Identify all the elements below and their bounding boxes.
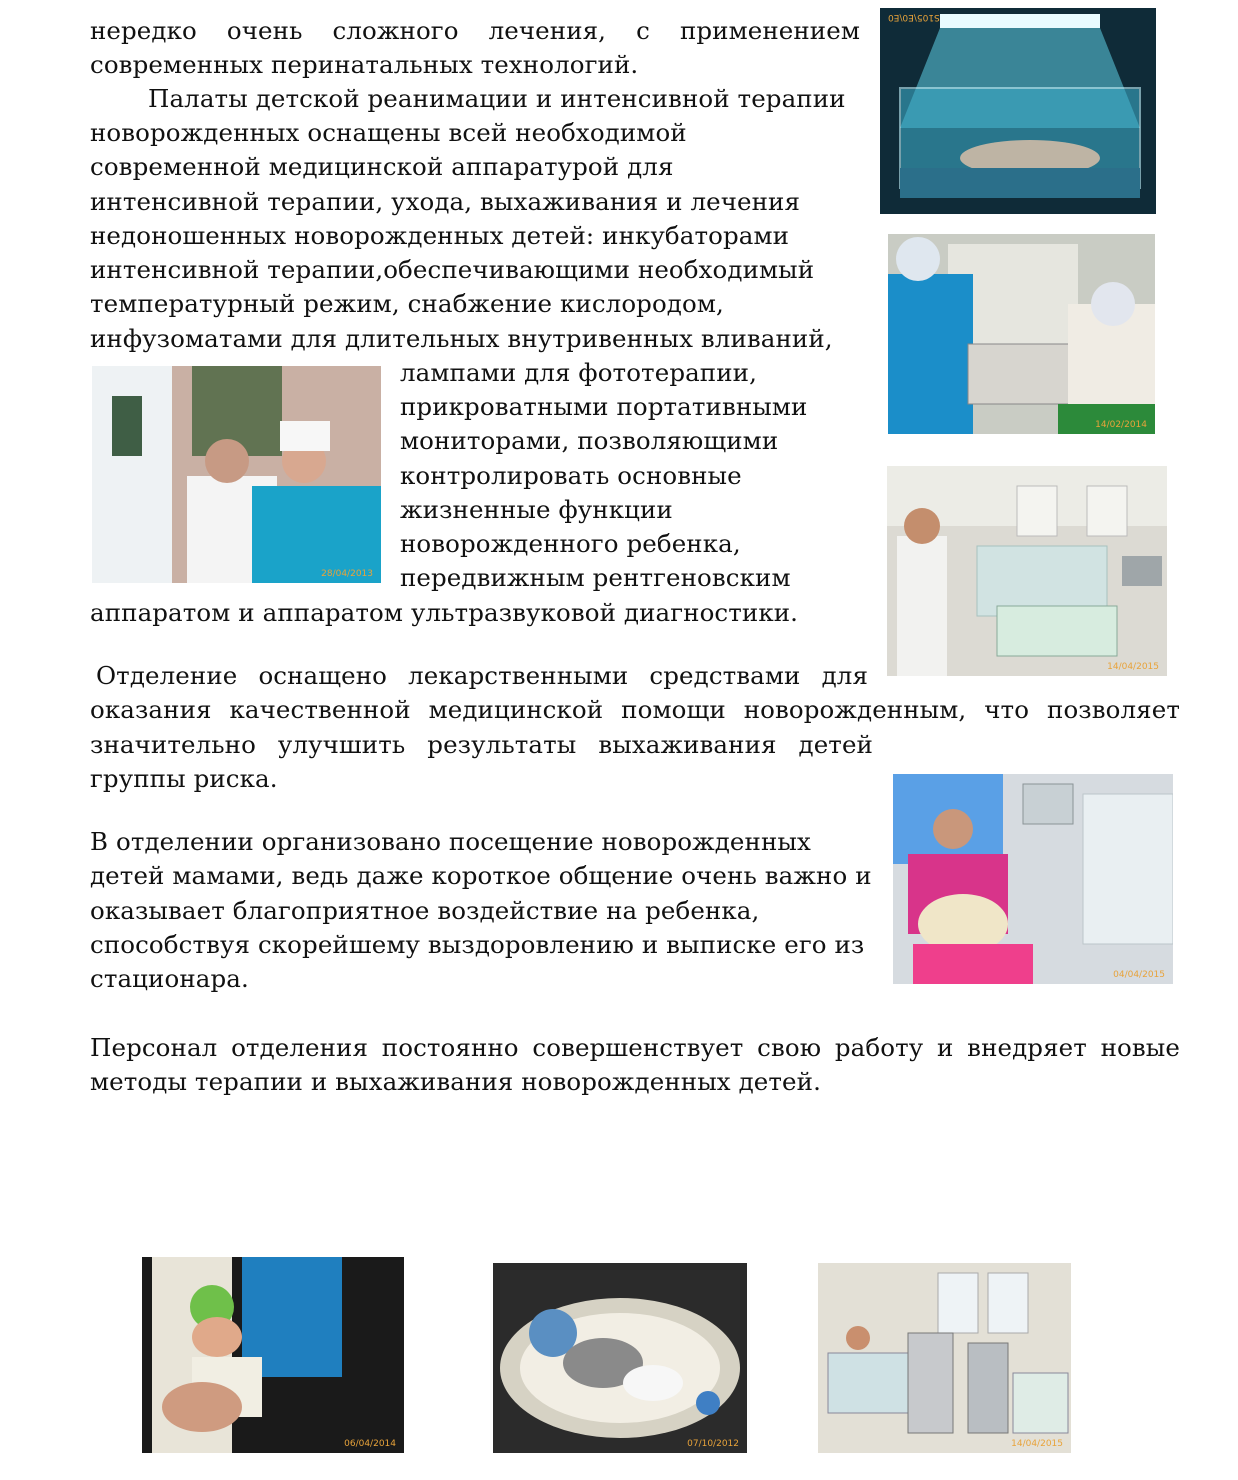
text-line: аппаратом и аппаратом ультразвуковой диагностики. [90,598,799,627]
text-line: оказывает благоприятное воздействие на ребенка, [90,896,760,925]
text-line: значительно улучшить результаты выхаживания детей [90,730,873,759]
text-line: детей мамами, ведь даже короткое общение очень важно и [90,861,872,890]
text-line: недоношенных новорожденных детей: инкубаторами [90,221,790,250]
photo-date-stamp: S105\E0\E0 [888,12,940,22]
text-line: нередко очень сложного лечения, с применением [90,16,860,45]
photo-baby-held [142,1257,404,1453]
text-line: контролировать основные [400,461,742,490]
text-line: оказания качественной медицинской помощи новорожденным, что позволяет [90,695,1180,724]
text-line: инфузоматами для длительных внутривенных вливаний, [90,324,833,353]
text-line: способствуя скорейшему выздоровлению и выписке его из [90,930,865,959]
text-line: В отделении организовано посещение новорожденных [90,827,811,856]
photo-nurses-incubator [888,234,1155,434]
text-line: Персонал отделения постоянно совершенствует свою работу и внедряет новые [90,1033,1180,1062]
text-line: лампами для фототерапии, [400,358,757,387]
photo-mother-baby [893,774,1173,984]
photo-date-stamp: 14/04/2015 [1107,662,1159,672]
photo-incubator-lamp [880,8,1156,214]
text-line: современной медицинской аппаратурой для [90,152,674,181]
text-line: стационара. [90,964,249,993]
photo-date-stamp: 14/02/2014 [1095,420,1147,430]
text-line: новорожденного ребенка, [400,529,741,558]
photo-date-stamp: 07/10/2012 [687,1439,739,1449]
text-line: передвижным рентгеновским [400,563,791,592]
photo-doctors-xray [92,366,381,583]
text-line: методы терапии и выхаживания новорожденных детей. [90,1067,821,1096]
photo-date-stamp: 04/04/2015 [1113,970,1165,980]
photo-nurse-incubators [887,466,1167,676]
photo-ward-room [818,1263,1071,1453]
photo-date-stamp: 28/04/2013 [321,569,373,579]
text-line: температурный режим, снабжение кислородом, [90,289,724,318]
text-line: группы риска. [90,764,278,793]
photo-baby-crib [493,1263,747,1453]
text-line: Отделение оснащено лекарственными средствами для [96,661,868,690]
text-line: Палаты детской реанимации и интенсивной терапии [148,84,846,113]
text-line: интенсивной терапии, ухода, выхаживания и лечения [90,187,801,216]
text-line: прикроватными портативными [400,392,808,421]
text-line: современных перинатальных технологий. [90,50,639,79]
text-line: мониторами, позволяющими [400,426,779,455]
photo-date-stamp: 14/04/2015 [1011,1439,1063,1449]
photo-date-stamp: 06/04/2014 [344,1439,396,1449]
text-line: новорожденных оснащены всей необходимой [90,118,687,147]
text-line: жизненные функции [400,495,673,524]
text-line: интенсивной терапии,обеспечивающими необходимый [90,255,815,284]
